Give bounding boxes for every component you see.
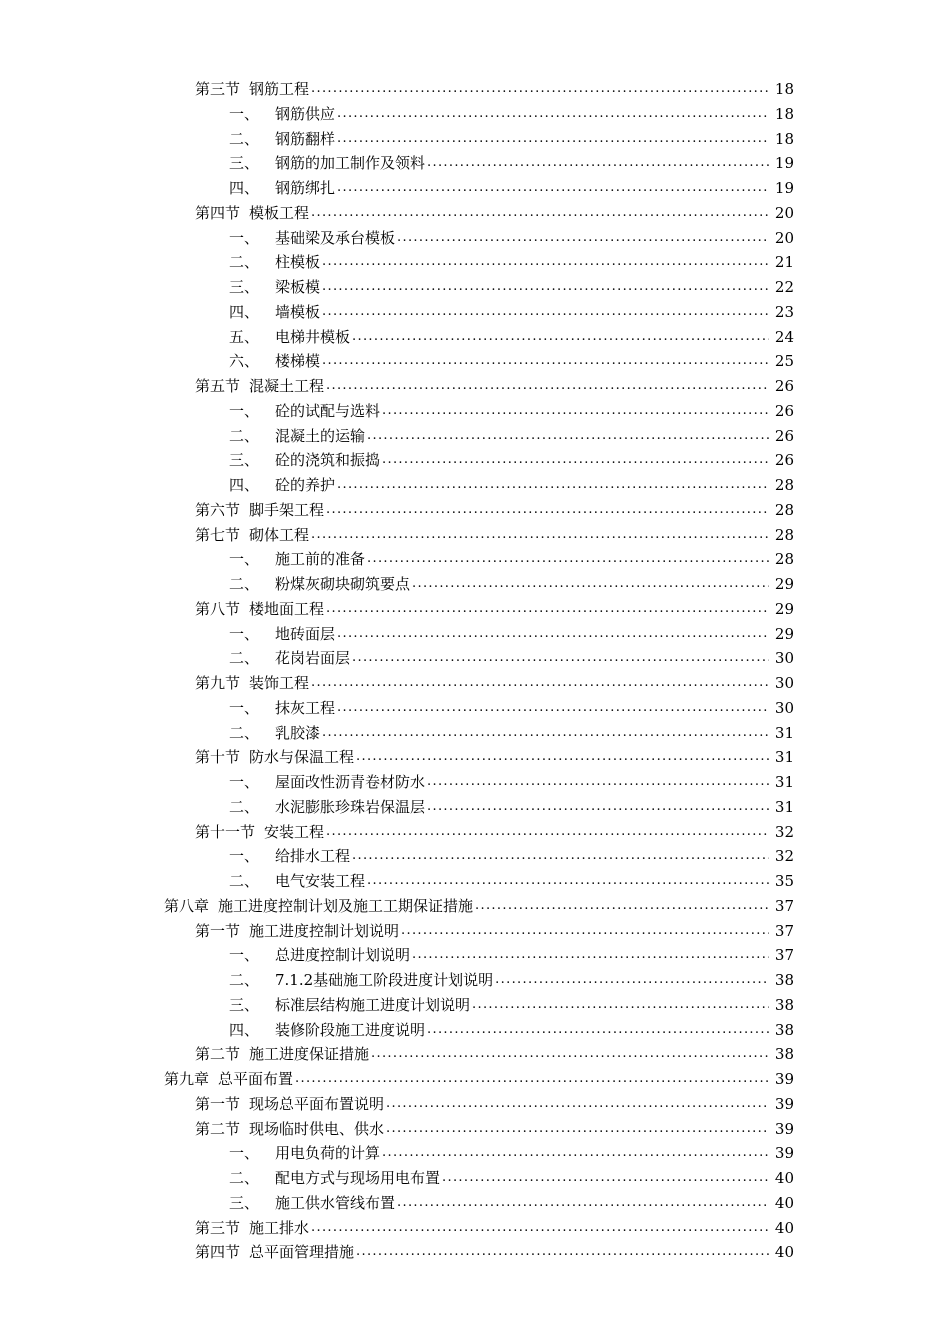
toc-entry-number: 一、 [229,104,260,123]
toc-entry-page: 37 [774,921,794,940]
toc-entry-page: 37 [774,896,794,915]
toc-entry-title: 混凝土的运输 [275,426,366,445]
toc-dot-leader [337,127,769,152]
toc-dot-leader [356,1240,769,1265]
toc-dot-leader [412,572,769,597]
toc-entry-number: 第二节 [195,1045,241,1064]
toc-entry-number: 第八章 [164,896,210,915]
toc-dot-leader [442,1166,769,1191]
toc-entry-page: 18 [774,104,794,123]
toc-entry[interactable] [0,721,950,746]
toc-entry-number: 第七节 [195,525,241,544]
toc-entry-title: 电气安装工程 [275,872,366,890]
toc-dot-leader [427,795,769,820]
toc-entry-page: 20 [774,228,794,247]
toc-entry-page: 26 [774,426,794,445]
toc-entry[interactable] [0,671,950,696]
toc-entry-number: 四、 [229,1020,260,1039]
toc-dot-leader [427,151,769,176]
toc-entry-number: 第四节 [195,203,241,222]
toc-entry-number: 第八节 [195,599,241,618]
toc-dot-leader [295,1067,769,1092]
toc-dot-leader [371,1042,769,1067]
toc-entry-page: 39 [774,1094,794,1113]
toc-entry-title: 装饰工程 [249,674,310,692]
toc-dot-leader [311,77,769,102]
toc-entry-title: 安装工程 [264,822,325,841]
toc-entry-page: 38 [774,995,794,1014]
toc-entry-title: 总进度控制计划说明 [275,946,411,965]
toc-entry-page: 26 [774,401,794,420]
toc-dot-leader [401,919,769,944]
toc-entry[interactable] [0,1117,950,1142]
toc-entry-title: 防水与保温工程 [249,748,355,767]
toc-entry-number: 第九章 [164,1070,210,1088]
toc-entry-number: 一、 [229,847,260,866]
toc-entry-page: 19 [774,179,794,197]
toc-entry-page: 18 [774,80,794,98]
toc-entry[interactable] [0,696,950,721]
toc-entry-title: 总平面布置 [218,1070,294,1088]
toc-entry[interactable] [0,448,950,473]
toc-entry[interactable] [0,844,950,869]
toc-entry-title: 钢筋的加工制作及领料 [275,154,426,173]
toc-entry-page: 31 [774,773,794,791]
toc-entry-number: 第五节 [195,377,241,395]
toc-entry[interactable] [0,943,950,968]
toc-dot-leader [382,1141,769,1166]
toc-entry-number: 一、 [229,401,260,420]
toc-entry[interactable] [0,498,950,523]
toc-dot-leader [367,547,769,572]
toc-entry[interactable] [0,869,950,894]
toc-entry-page: 29 [774,624,794,643]
toc-entry[interactable] [0,894,950,919]
toc-entry[interactable] [0,473,950,498]
toc-dot-leader [311,1216,769,1241]
toc-entry-title: 钢筋供应 [275,104,336,123]
toc-entry-title: 花岗岩面层 [275,649,351,668]
toc-entry-number: 二、 [229,797,260,816]
toc-entry[interactable] [0,1166,950,1191]
toc-entry-title: 脚手架工程 [249,500,325,519]
toc-dot-leader [311,523,769,548]
toc-entry-title: 抹灰工程 [275,698,336,717]
toc-entry[interactable] [0,77,950,102]
toc-entry-title: 梁板模 [275,278,321,296]
toc-entry[interactable] [0,325,950,350]
toc-entry-number: 三、 [229,451,260,470]
toc-entry-number: 二、 [229,649,260,668]
toc-entry[interactable] [0,1042,950,1067]
toc-entry-page: 40 [774,1169,794,1187]
toc-entry-number: 第九节 [195,674,241,692]
toc-entry[interactable] [0,201,950,226]
toc-dot-leader [397,226,769,251]
toc-entry-title: 砼的试配与选料 [275,401,381,420]
toc-entry-number: 一、 [229,698,260,717]
toc-entry-page: 21 [774,253,794,272]
toc-entry-page: 40 [774,1193,794,1212]
toc-entry-title: 装修阶段施工进度说明 [275,1020,426,1039]
toc-entry-number: 六、 [229,352,260,371]
toc-entry[interactable] [0,919,950,944]
toc-entry-page: 24 [774,327,794,346]
toc-entry-number: 二、 [229,1169,260,1187]
toc-entry-number: 三、 [229,995,260,1014]
toc-dot-leader [322,275,769,300]
toc-entry-number: 一、 [229,773,260,791]
toc-entry-page: 40 [774,1243,794,1262]
toc-dot-leader [337,176,769,201]
toc-entry[interactable] [0,1191,950,1216]
toc-entry-number: 四、 [229,302,260,321]
toc-dot-leader [472,993,769,1018]
toc-entry[interactable] [0,1141,950,1166]
toc-entry[interactable] [0,547,950,572]
toc-entry-title: 用电负荷的计算 [275,1144,381,1163]
toc-entry-number: 第四节 [195,1243,241,1262]
toc-entry-page: 35 [774,872,794,890]
toc-entry-title: 总平面管理措施 [249,1243,355,1262]
toc-entry[interactable] [0,300,950,325]
toc-entry-title: 砌体工程 [249,525,310,544]
toc-dot-leader [311,201,769,226]
toc-entry[interactable] [0,102,950,127]
toc-entry-page: 31 [774,797,794,816]
toc-entry-page: 19 [774,154,794,173]
toc-entry-title: 水泥膨胀珍珠岩保温层 [275,797,426,816]
toc-dot-leader [337,102,769,127]
toc-entry-page: 38 [774,971,794,989]
toc-dot-leader [352,844,769,869]
toc-entry-page: 40 [774,1218,794,1237]
toc-entry[interactable] [0,795,950,820]
toc-entry-title: 模板工程 [249,203,310,222]
toc-entry-number: 二、 [229,971,260,989]
toc-entry-title: 砼的养护 [275,476,336,494]
toc-entry-page: 22 [774,278,794,296]
toc-entry-page: 30 [774,649,794,668]
toc-dot-leader [475,894,769,919]
toc-dot-leader [386,1117,769,1142]
toc-entry-title: 基础梁及承台模板 [275,228,396,247]
toc-entry-number: 第一节 [195,921,241,940]
toc-dot-leader [382,399,769,424]
toc-entry-number: 一、 [229,228,260,247]
toc-entry-title: 钢筋工程 [249,80,310,98]
toc-entry[interactable] [0,993,950,1018]
toc-entry-page: 20 [774,203,794,222]
toc-entry[interactable] [0,523,950,548]
toc-entry[interactable] [0,127,950,152]
toc-entry-page: 39 [774,1144,794,1163]
toc-entry-title: 现场临时供电、供水 [249,1119,385,1138]
toc-dot-leader [311,671,769,696]
toc-entry-page: 26 [774,377,794,395]
toc-entry[interactable] [0,572,950,597]
toc-entry-title: 配电方式与现场用电布置 [275,1169,441,1187]
toc-entry-number: 第一节 [195,1094,241,1113]
toc-entry[interactable] [0,622,950,647]
toc-entry-page: 28 [774,525,794,544]
toc-entry[interactable] [0,770,950,795]
toc-dot-leader [337,622,769,647]
toc-dot-leader [326,374,769,399]
toc-entry[interactable] [0,646,950,671]
toc-entry-number: 一、 [229,550,260,569]
table-of-contents [0,77,950,1265]
toc-entry-number: 第十一节 [195,822,256,841]
toc-entry-title: 标准层结构施工进度计划说明 [275,995,471,1014]
toc-dot-leader [367,869,769,894]
toc-entry-page: 28 [774,476,794,494]
toc-dot-leader [326,820,769,845]
toc-entry-page: 23 [774,302,794,321]
toc-dot-leader [337,696,769,721]
toc-entry[interactable] [0,349,950,374]
toc-entry-page: 37 [774,946,794,965]
toc-entry[interactable] [0,1092,950,1117]
toc-entry-page: 25 [774,352,794,371]
toc-entry-page: 28 [774,500,794,519]
toc-entry-page: 18 [774,129,794,148]
toc-dot-leader [322,721,769,746]
toc-entry[interactable] [0,745,950,770]
toc-entry-number: 二、 [229,575,260,593]
toc-entry-number: 第六节 [195,500,241,519]
toc-entry-title: 楼梯模 [275,352,321,371]
toc-entry-page: 32 [774,822,794,841]
toc-dot-leader [322,300,769,325]
toc-entry-number: 第二节 [195,1119,241,1138]
toc-entry-title: 现场总平面布置说明 [249,1094,385,1113]
toc-entry-title: 给排水工程 [275,847,351,866]
toc-entry-page: 31 [774,723,794,742]
toc-entry-number: 第十节 [195,748,241,767]
toc-entry-title: 7.1.2基础施工阶段进度计划说明 [275,971,494,989]
toc-entry[interactable] [0,374,950,399]
toc-entry-number: 二、 [229,426,260,445]
toc-entry-number: 二、 [229,129,260,148]
toc-entry-number: 四、 [229,476,260,494]
toc-entry[interactable] [0,1018,950,1043]
toc-entry-title: 钢筋绑扎 [275,179,336,197]
toc-entry-title: 电梯井模板 [275,327,351,346]
toc-entry-page: 29 [774,575,794,593]
toc-entry-title: 墙模板 [275,302,321,321]
toc-entry[interactable] [0,151,950,176]
toc-entry-title: 施工进度保证措施 [249,1045,370,1064]
toc-entry-number: 三、 [229,278,260,296]
toc-entry-page: 30 [774,674,794,692]
toc-entry-page: 26 [774,451,794,470]
toc-dot-leader [412,943,769,968]
toc-entry-number: 五、 [229,327,260,346]
toc-entry-title: 柱模板 [275,253,321,272]
toc-entry-title: 施工排水 [249,1218,310,1237]
toc-entry-number: 三、 [229,154,260,173]
toc-entry-title: 混凝土工程 [249,377,325,395]
toc-entry[interactable] [0,1216,950,1241]
toc-entry-number: 四、 [229,179,260,197]
toc-entry-title: 砼的浇筑和振捣 [275,451,381,470]
toc-entry-number: 第三节 [195,1218,241,1237]
toc-dot-leader [326,498,769,523]
toc-entry-page: 31 [774,748,794,767]
toc-entry-title: 施工供水管线布置 [275,1193,396,1212]
toc-entry[interactable] [0,597,950,622]
toc-entry-number: 二、 [229,723,260,742]
toc-entry-number: 三、 [229,1193,260,1212]
toc-entry[interactable] [0,176,950,201]
toc-entry-number: 第三节 [195,80,241,98]
toc-entry-title: 粉煤灰砌块砌筑要点 [275,575,411,593]
toc-entry[interactable] [0,275,950,300]
toc-dot-leader [386,1092,769,1117]
toc-entry-page: 30 [774,698,794,717]
toc-dot-leader [427,770,769,795]
toc-entry-page: 39 [774,1119,794,1138]
toc-entry-title: 施工进度控制计划及施工工期保证措施 [218,896,474,915]
toc-dot-leader [326,597,769,622]
toc-entry[interactable] [0,968,950,993]
toc-dot-leader [352,646,769,671]
toc-entry[interactable] [0,226,950,251]
toc-entry-page: 39 [774,1070,794,1088]
toc-entry-title: 屋面改性沥青卷材防水 [275,773,426,791]
toc-entry[interactable] [0,424,950,449]
toc-dot-leader [367,424,769,449]
toc-entry-title: 施工进度控制计划说明 [249,921,400,940]
toc-entry-number: 一、 [229,624,260,643]
toc-entry-number: 二、 [229,872,260,890]
toc-dot-leader [337,473,769,498]
toc-entry-page: 32 [774,847,794,866]
toc-entry[interactable] [0,820,950,845]
toc-entry[interactable] [0,1067,950,1092]
toc-entry-number: 一、 [229,1144,260,1163]
toc-dot-leader [382,448,769,473]
toc-entry[interactable] [0,1240,950,1265]
toc-dot-leader [322,250,769,275]
toc-dot-leader [397,1191,769,1216]
toc-entry-page: 29 [774,599,794,618]
toc-dot-leader [322,349,769,374]
toc-entry-title: 施工前的准备 [275,550,366,569]
toc-entry-page: 38 [774,1020,794,1039]
toc-dot-leader [427,1018,769,1043]
toc-dot-leader [352,325,769,350]
toc-entry-title: 地砖面层 [275,624,336,643]
toc-entry[interactable] [0,399,950,424]
toc-entry-number: 一、 [229,946,260,965]
toc-entry-page: 28 [774,550,794,569]
toc-dot-leader [495,968,769,993]
toc-entry-title: 楼地面工程 [249,599,325,618]
toc-dot-leader [356,745,769,770]
toc-entry-title: 钢筋翻样 [275,129,336,148]
toc-entry-page: 38 [774,1045,794,1064]
toc-entry-title: 乳胶漆 [275,723,321,742]
toc-entry-number: 二、 [229,253,260,272]
toc-entry[interactable] [0,250,950,275]
